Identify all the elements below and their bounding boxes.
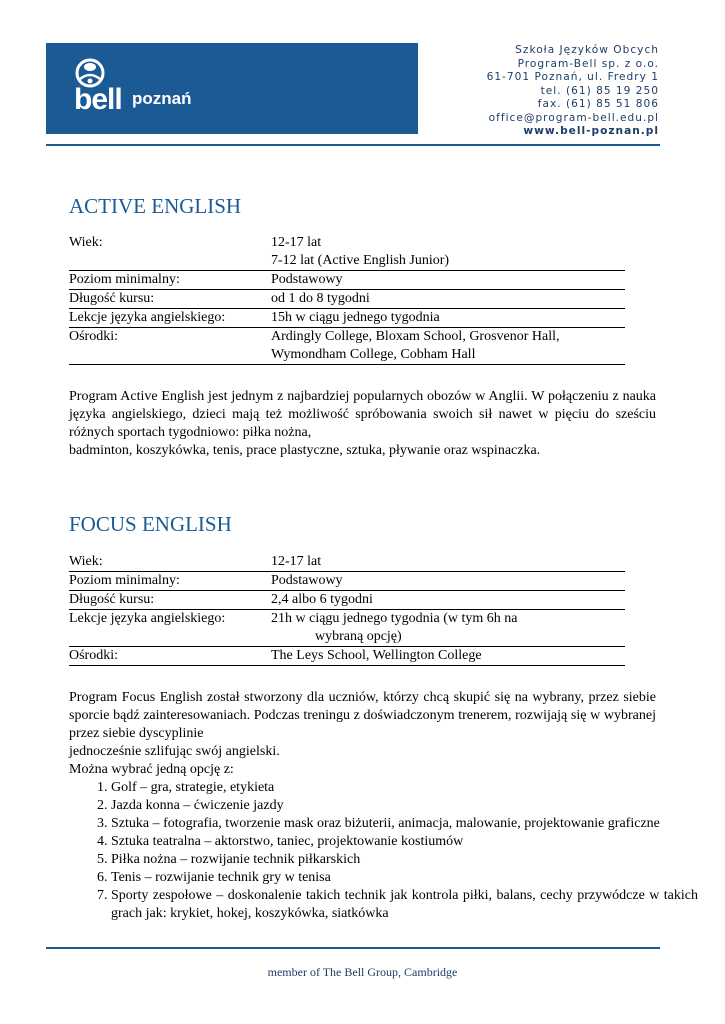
row-value: 15h w ciągu jednego tygodnia xyxy=(271,310,440,325)
footer-divider xyxy=(46,947,660,949)
row-label: Wiek: xyxy=(69,554,103,569)
contact-fax: fax. (61) 85 51 806 xyxy=(537,98,659,110)
row-value xyxy=(271,610,625,646)
table-row xyxy=(69,271,625,290)
contact-email[interactable]: office@program-bell.edu.pl xyxy=(488,111,659,124)
row-value-line: Ardingly College, Bloxam School, Grosvenor Hall, xyxy=(271,329,560,344)
logo-city-text: poznań xyxy=(132,89,192,108)
list-item: 1. Golf – gra, strategie, etykieta xyxy=(111,779,698,797)
row-value xyxy=(271,328,625,364)
row-label: Poziom minimalny: xyxy=(69,272,180,287)
contact-phone: tel. (61) 85 19 250 xyxy=(540,84,659,97)
options-list xyxy=(69,779,698,923)
active-english-description-end: badminton, koszykówka, tenis, prace plastyczne, sztuka, pływanie oraz wspinaczka. xyxy=(69,443,541,458)
table-row xyxy=(69,647,625,666)
row-value-line: 21h w ciągu jednego tygodnia (w tym 6h na xyxy=(271,611,518,626)
contact-line: Program-Bell sp. z o.o. xyxy=(517,57,659,70)
row-value: 2,4 albo 6 tygodni xyxy=(271,592,373,607)
row-value: Podstawowy xyxy=(271,272,343,287)
row-label: Długość kursu: xyxy=(69,592,155,607)
logo xyxy=(46,43,418,134)
row-label: Lekcje języka angielskiego: xyxy=(69,310,226,325)
contact-line: Szkoła Języków Obcych xyxy=(515,44,659,56)
focus-english-description: Program Focus English został stworzony dla uczniów, którzy chcą skupić się na wybrany, przez siebie sporcie bądź zainteresowaniach. Podczas treningu z doświadczonym trenerem, rozwijają się w wybranej przez siebie dyscyplinie xyxy=(69,690,656,741)
section-title-active-english: ACTIVE ENGLISH xyxy=(69,194,242,218)
focus-english-description-end: jednocześnie szlifując swój angielski. xyxy=(69,744,280,759)
focus-english-info-table xyxy=(69,553,625,666)
row-label: Wiek: xyxy=(69,235,103,250)
row-value-line: wybraną opcję) xyxy=(315,629,402,644)
row-label: Ośrodki: xyxy=(69,648,118,663)
row-value: 12-17 lat xyxy=(271,554,322,569)
row-value-line: Wymondham College, Cobham Hall xyxy=(271,347,476,362)
contact-block xyxy=(487,44,659,139)
row-value xyxy=(271,234,625,270)
options-intro: Można wybrać jedną opcję z: xyxy=(69,762,234,777)
table-row xyxy=(69,572,625,591)
list-item: 6. Tenis – rozwijanie technik gry w tenisa xyxy=(111,869,698,887)
list-item: 5. Piłka nożna – rozwijanie technik piłkarskich xyxy=(111,851,698,869)
section-title-focus-english: FOCUS ENGLISH xyxy=(69,512,232,536)
list-item: 7. Sporty zespołowe – doskonalenie takich technik jak kontrola piłki, balans, cechy przywódcze w takich grach jak: krykiet, hokej, koszykówka, siatkówka xyxy=(111,887,698,923)
table-row xyxy=(69,290,625,309)
table-row xyxy=(69,328,625,365)
list-item: 3. Sztuka – fotografia, tworzenie mask oraz biżuterii, animacja, malowanie, projektowanie graficzne xyxy=(111,815,698,833)
row-value: The Leys School, Wellington College xyxy=(271,648,482,663)
header-divider xyxy=(46,144,660,146)
contact-line: 61-701 Poznań, ul. Fredry 1 xyxy=(486,71,659,83)
active-english-description: Program Active English jest jednym z najbardziej popularnych obozów w Anglii. W połączeniu z nauka języka angielskiego, dzieci mają też możliwość spróbowania swoich sił nawet w pięciu do sześciu różnych sportach tygodniowo: piłka nożna, xyxy=(69,389,656,440)
row-label: Długość kursu: xyxy=(69,291,155,306)
row-label: Ośrodki: xyxy=(69,329,118,344)
row-value: od 1 do 8 tygodni xyxy=(271,291,370,306)
row-label: Poziom minimalny: xyxy=(69,573,180,588)
table-row xyxy=(69,309,625,328)
row-value: Podstawowy xyxy=(271,573,343,588)
table-row xyxy=(69,591,625,610)
list-item: 4. Sztuka teatralna – aktorstwo, taniec, projektowanie kostiumów xyxy=(111,833,698,851)
table-row xyxy=(69,553,625,572)
footer-text: member of The Bell Group, Cambridge xyxy=(267,965,458,979)
row-label: Lekcje języka angielskiego: xyxy=(69,611,226,626)
table-row xyxy=(69,234,625,271)
logo-bell-text: bell xyxy=(74,83,122,116)
list-item: 2. Jazda konna – ćwiczenie jazdy xyxy=(111,797,698,815)
website-link[interactable]: www.bell-poznan.pl xyxy=(523,125,659,137)
row-value-line: 12-17 lat xyxy=(271,235,322,250)
row-value-line: 7-12 lat (Active English Junior) xyxy=(271,253,450,268)
table-row xyxy=(69,610,625,647)
active-english-info-table xyxy=(69,234,625,365)
